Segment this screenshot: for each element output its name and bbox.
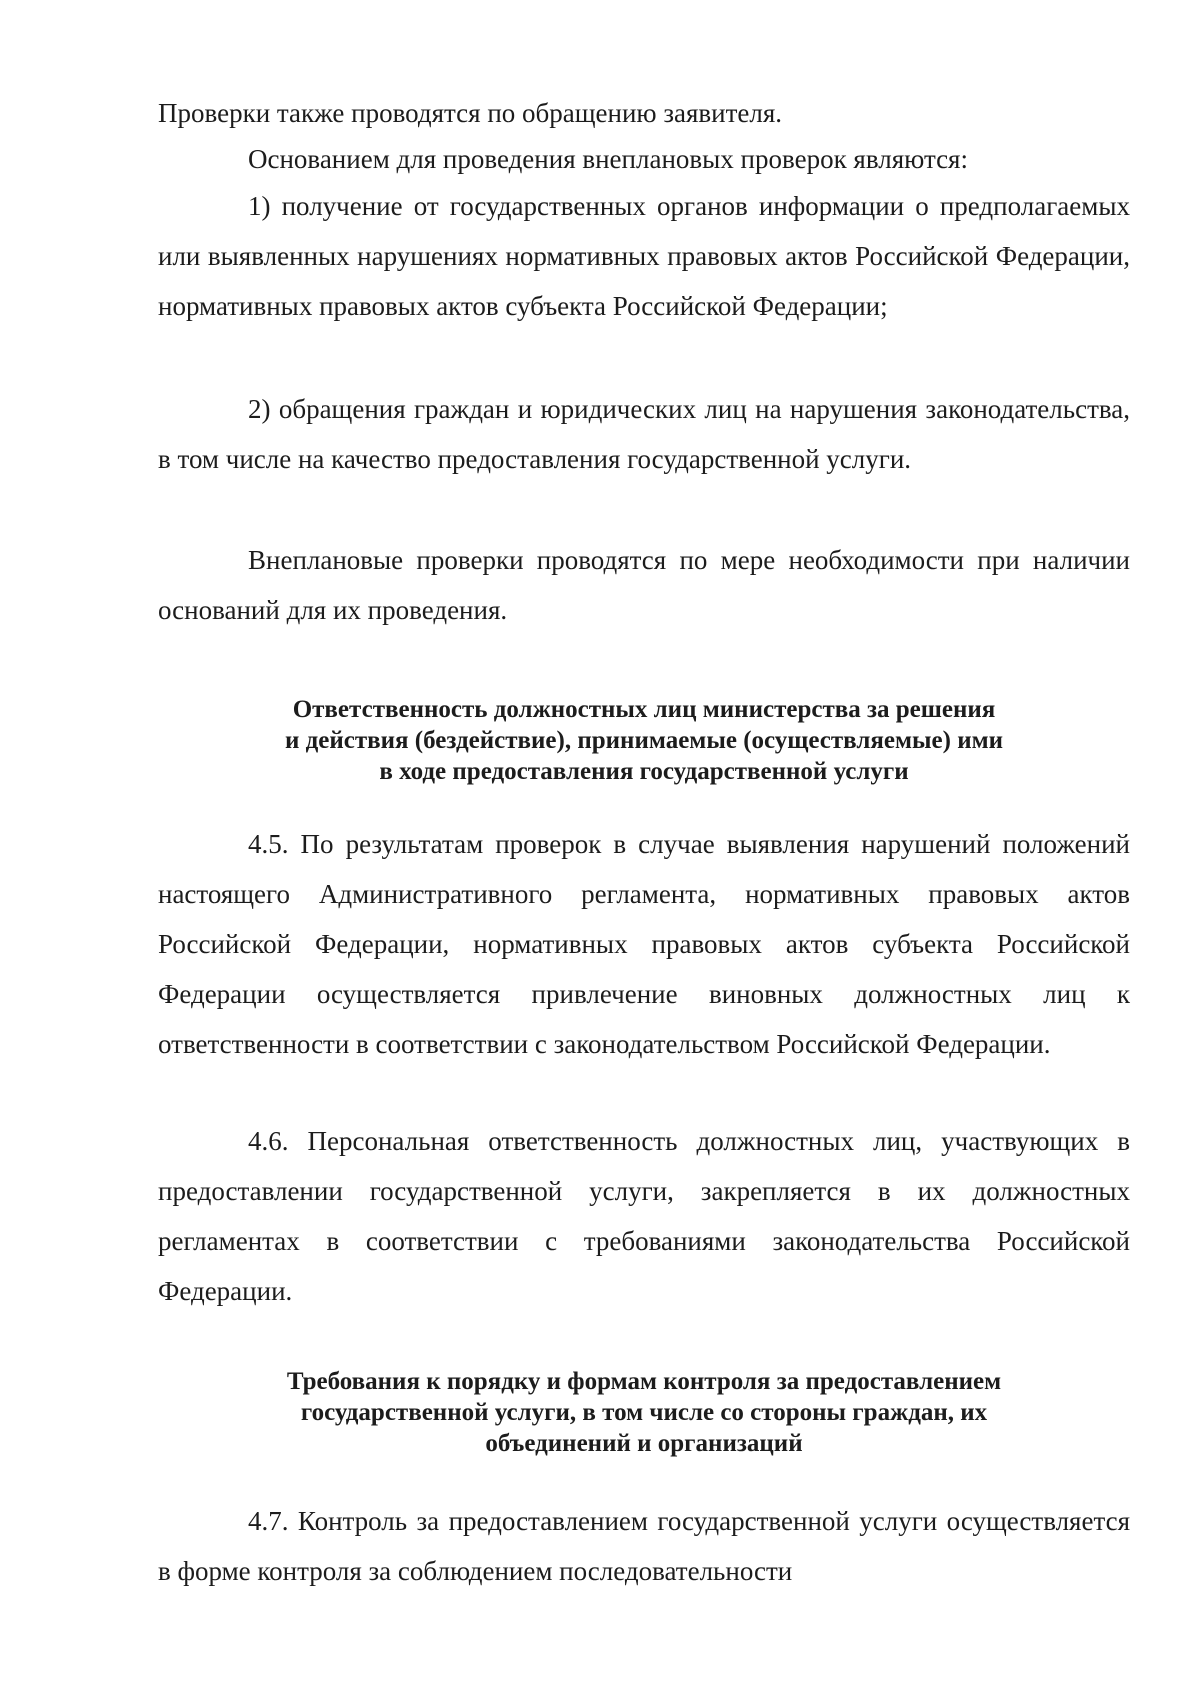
heading-line: Ответственность должностных лиц министерства за решения (292, 696, 996, 723)
heading-line: и действия (бездействие), принимаемые (осуществляемые) ими (284, 727, 1004, 754)
paragraph-ground-1: 1) получение от государственных органов информации о предполагаемых или выявленных нарушениях нормативных правовых актов Российской Федерации, нормативных правовых актов субъекта Российской Федерации; (158, 191, 1130, 321)
paragraph-4-6: 4.6. Персональная ответственность должностных лиц, участвующих в предоставлении государственной услуги, закрепляется в их должностных регламентах в соответствии с требованиями законодательства Российской Федерации. (158, 1126, 1130, 1306)
paragraph-4-5: 4.5. По результатам проверок в случае выявления нарушений положений настоящего Административного регламента, нормативных правовых актов Российской Федерации, нормативных правовых актов субъекта Российской Федерации осуществляется привлечение виновных должностных лиц к ответственности в соответствии с законодательством Российской Федерации. (158, 829, 1130, 1059)
section-heading-control-requirements (158, 1366, 1130, 1459)
heading-line: в ходе предоставления государственной услуги (379, 758, 909, 785)
paragraph-applicant-inspections: Проверки также проводятся по обращению заявителя. (158, 98, 783, 128)
heading-line: Требования к порядку и формам контроля за предоставлением (286, 1368, 1002, 1395)
heading-line: государственной услуги, в том числе со стороны граждан, их (300, 1399, 988, 1426)
paragraph-unscheduled-inspections: Внеплановые проверки проводятся по мере необходимости при наличии оснований для их проведения. (158, 545, 1130, 625)
section-heading-responsibility (158, 694, 1130, 787)
paragraph-4-7: 4.7. Контроль за предоставлением государственной услуги осуществляется в форме контроля за соблюдением последовательности (158, 1506, 1130, 1586)
heading-line: объединений и организаций (485, 1430, 803, 1457)
paragraph-grounds-intro: Основанием для проведения внеплановых проверок являются: (248, 144, 968, 174)
paragraph-ground-2: 2) обращения граждан и юридических лиц на нарушения законодательства, в том числе на качество предоставления государственной услуги. (158, 394, 1130, 474)
